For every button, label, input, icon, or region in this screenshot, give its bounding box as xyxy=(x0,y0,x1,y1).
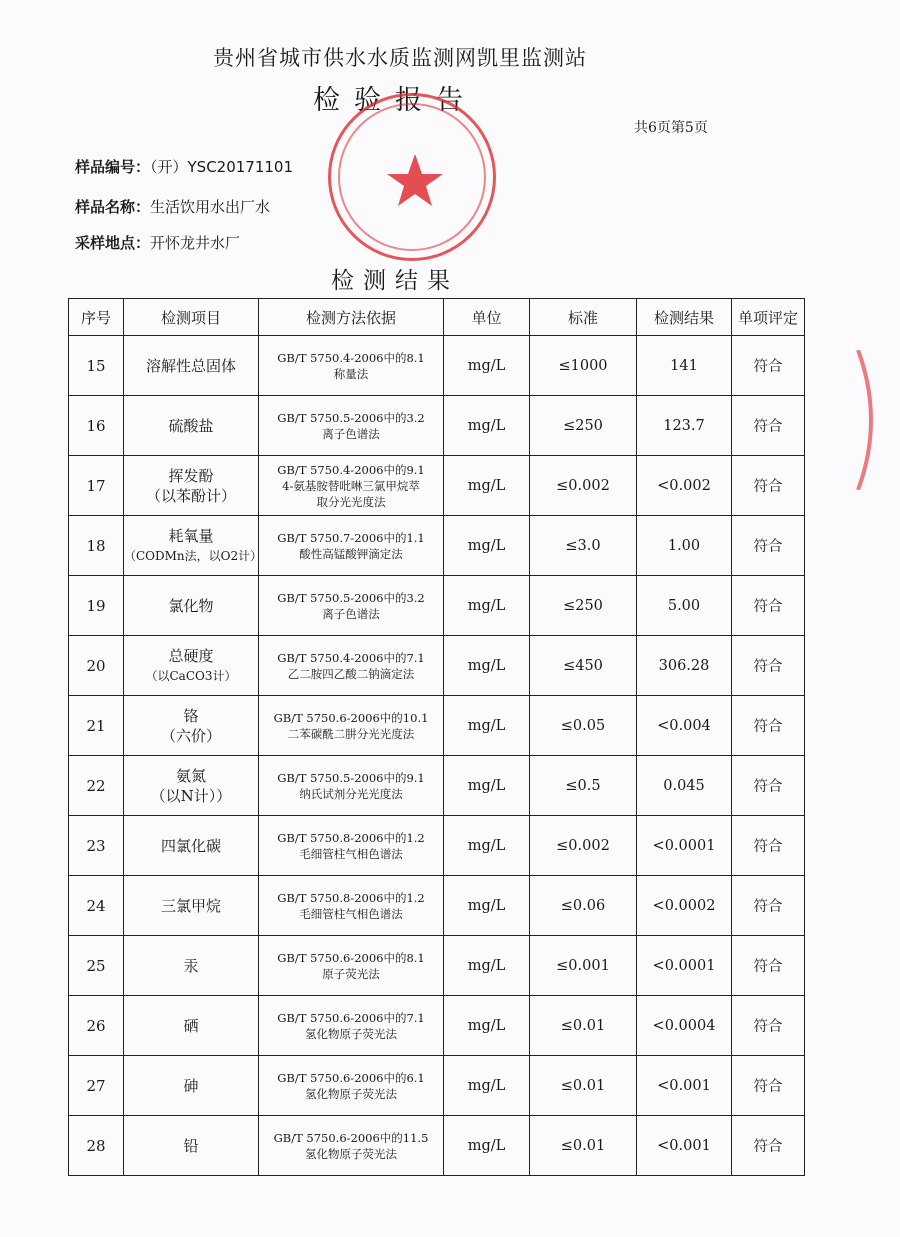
table-row xyxy=(69,816,805,876)
test-item-line: 氯化物 xyxy=(168,596,214,615)
test-method-line: 称量法 xyxy=(333,366,369,381)
standard-limit: ≤250 xyxy=(530,576,637,636)
judgement: 符合 xyxy=(732,1056,805,1116)
table-row xyxy=(69,936,805,996)
table-row xyxy=(69,876,805,936)
unit: mg/L xyxy=(444,696,530,756)
test-method-line: 乙二胺四乙酸二钠滴定法 xyxy=(287,666,415,681)
report-title: 检验报告 xyxy=(313,85,477,116)
organization-name: 贵州省城市供水水质监测网凯里监测站 xyxy=(213,46,587,70)
row-number: 28 xyxy=(69,1116,124,1176)
row-number: 27 xyxy=(69,1056,124,1116)
judgement: 符合 xyxy=(732,396,805,456)
test-item xyxy=(124,696,259,756)
test-method-line: 氢化物原子荧光法 xyxy=(305,1146,397,1161)
table-row xyxy=(69,576,805,636)
judgement: 符合 xyxy=(732,696,805,756)
header-judgement: 单项评定 xyxy=(732,299,805,336)
unit: mg/L xyxy=(444,1056,530,1116)
test-method-line: GB/T 5750.6-2006中的6.1 xyxy=(277,1070,425,1085)
test-method-line: 离子色谱法 xyxy=(322,606,380,621)
row-number: 23 xyxy=(69,816,124,876)
unit: mg/L xyxy=(444,456,530,516)
test-result: <0.0001 xyxy=(637,936,732,996)
test-result: <0.0001 xyxy=(637,816,732,876)
test-method-line: 氢化物原子荧光法 xyxy=(305,1086,397,1101)
table-row xyxy=(69,516,805,576)
test-method-line: GB/T 5750.6-2006中的11.5 xyxy=(273,1130,429,1145)
header-standard: 标准 xyxy=(530,299,637,336)
test-method-line: GB/T 5750.6-2006中的10.1 xyxy=(273,710,429,725)
edge-seal-fragment xyxy=(850,350,890,490)
judgement: 符合 xyxy=(732,756,805,816)
test-method-line: GB/T 5750.4-2006中的9.1 xyxy=(277,462,425,477)
test-method-line: GB/T 5750.6-2006中的8.1 xyxy=(277,950,425,965)
unit: mg/L xyxy=(444,996,530,1056)
unit: mg/L xyxy=(444,396,530,456)
unit: mg/L xyxy=(444,636,530,696)
table-row xyxy=(69,756,805,816)
judgement: 符合 xyxy=(732,876,805,936)
test-method-line: 毛细管柱气相色谱法 xyxy=(299,906,403,921)
test-item xyxy=(124,1056,259,1116)
row-number: 16 xyxy=(69,396,124,456)
test-item-line: （以苯酚计） xyxy=(145,486,236,505)
test-method-line: GB/T 5750.7-2006中的1.1 xyxy=(277,530,425,545)
test-method xyxy=(259,936,444,996)
header-item: 检测项目 xyxy=(124,299,259,336)
test-item xyxy=(124,336,259,396)
test-method-line: GB/T 5750.8-2006中的1.2 xyxy=(277,890,425,905)
standard-limit: ≤0.01 xyxy=(530,1116,637,1176)
test-result: 5.00 xyxy=(637,576,732,636)
sampling-location-label: 采样地点： xyxy=(75,234,151,252)
test-method-line: GB/T 5750.6-2006中的7.1 xyxy=(277,1010,425,1025)
test-item-line: 氨氮 xyxy=(175,766,206,785)
test-item xyxy=(124,876,259,936)
judgement: 符合 xyxy=(732,576,805,636)
standard-limit: ≤0.002 xyxy=(530,456,637,516)
test-item-line: （CODMn法，以O2计） xyxy=(124,548,263,563)
table-row xyxy=(69,396,805,456)
test-item xyxy=(124,636,259,696)
judgement: 符合 xyxy=(732,816,805,876)
test-item xyxy=(124,396,259,456)
test-method-line: 取分光光度法 xyxy=(316,494,386,509)
test-method xyxy=(259,516,444,576)
row-number: 20 xyxy=(69,636,124,696)
row-number: 15 xyxy=(69,336,124,396)
test-method-line: GB/T 5750.4-2006中的7.1 xyxy=(277,650,425,665)
test-method xyxy=(259,336,444,396)
row-number: 21 xyxy=(69,696,124,756)
test-result: 306.28 xyxy=(637,636,732,696)
test-method-line: 酸性高锰酸钾滴定法 xyxy=(299,546,403,561)
test-method xyxy=(259,996,444,1056)
test-method xyxy=(259,576,444,636)
row-number: 19 xyxy=(69,576,124,636)
sample-name-value: 生活饮用水出厂水 xyxy=(150,198,271,216)
table-row xyxy=(69,996,805,1056)
test-item-line: 挥发酚 xyxy=(168,466,214,485)
table-row xyxy=(69,456,805,516)
table-row xyxy=(69,696,805,756)
test-result: 1.00 xyxy=(637,516,732,576)
unit: mg/L xyxy=(444,1116,530,1176)
table-row xyxy=(69,1056,805,1116)
table-row xyxy=(69,636,805,696)
test-item-line: 三氯甲烷 xyxy=(160,896,221,915)
test-result: <0.001 xyxy=(637,1116,732,1176)
test-item-line: （以CaCO3计） xyxy=(145,668,237,683)
test-method xyxy=(259,876,444,936)
header-result: 检测结果 xyxy=(637,299,732,336)
judgement: 符合 xyxy=(732,636,805,696)
test-item-line: 铬 xyxy=(183,706,199,725)
standard-limit: ≤3.0 xyxy=(530,516,637,576)
test-item xyxy=(124,516,263,576)
test-method-line: GB/T 5750.5-2006中的3.2 xyxy=(277,590,425,605)
test-item xyxy=(124,816,259,876)
sample-name-label: 样品名称： xyxy=(75,198,151,216)
test-method xyxy=(259,816,444,876)
sample-number-label: 样品编号： xyxy=(75,158,151,176)
page-info: 共6页第5页 xyxy=(634,120,708,136)
standard-limit: ≤0.01 xyxy=(530,996,637,1056)
standard-limit: ≤0.001 xyxy=(530,936,637,996)
unit: mg/L xyxy=(444,756,530,816)
test-item xyxy=(124,756,259,816)
standard-limit: ≤450 xyxy=(530,636,637,696)
row-number: 18 xyxy=(69,516,124,576)
test-result: <0.001 xyxy=(637,1056,732,1116)
unit: mg/L xyxy=(444,516,530,576)
unit: mg/L xyxy=(444,876,530,936)
test-result: 141 xyxy=(637,336,732,396)
standard-limit: ≤0.06 xyxy=(530,876,637,936)
standard-limit: ≤0.002 xyxy=(530,816,637,876)
sample-number-value: （开）YSC20171101 xyxy=(150,158,294,176)
judgement: 符合 xyxy=(732,336,805,396)
row-number: 26 xyxy=(69,996,124,1056)
test-method xyxy=(259,1116,444,1176)
test-item-line: 溶解性总固体 xyxy=(145,356,236,375)
test-item-line: 铅 xyxy=(183,1136,199,1155)
test-item-line: 汞 xyxy=(183,956,199,975)
table-row xyxy=(69,1116,805,1176)
test-method-line: 4-氨基胺替吡啉三氯甲烷萃 xyxy=(282,478,420,493)
sampling-location-value: 开怀龙井水厂 xyxy=(150,234,241,252)
test-item-line: 耗氧量 xyxy=(168,526,214,545)
test-result: 123.7 xyxy=(637,396,732,456)
test-method-line: GB/T 5750.4-2006中的8.1 xyxy=(277,350,425,365)
judgement: 符合 xyxy=(732,936,805,996)
header-unit: 单位 xyxy=(444,299,530,336)
row-number: 17 xyxy=(69,456,124,516)
test-method-line: 离子色谱法 xyxy=(322,426,380,441)
table-row xyxy=(69,336,805,396)
unit: mg/L xyxy=(444,936,530,996)
standard-limit: ≤0.01 xyxy=(530,1056,637,1116)
judgement: 符合 xyxy=(732,516,805,576)
sampling-location xyxy=(75,232,240,253)
judgement: 符合 xyxy=(732,1116,805,1176)
test-result: <0.0004 xyxy=(637,996,732,1056)
row-number: 24 xyxy=(69,876,124,936)
header-seq: 序号 xyxy=(69,299,124,336)
test-result: <0.004 xyxy=(637,696,732,756)
test-method-line: GB/T 5750.8-2006中的1.2 xyxy=(277,830,425,845)
official-seal xyxy=(328,93,496,261)
test-item-line: 砷 xyxy=(183,1076,199,1095)
test-method xyxy=(259,756,444,816)
test-method-line: GB/T 5750.5-2006中的3.2 xyxy=(277,410,425,425)
test-method-line: 纳氏试剂分光光度法 xyxy=(299,786,403,801)
header-method: 检测方法依据 xyxy=(259,299,444,336)
test-method-line: 氢化物原子荧光法 xyxy=(305,1026,397,1041)
standard-limit: ≤0.05 xyxy=(530,696,637,756)
test-item-line: 四氯化碳 xyxy=(160,836,221,855)
unit: mg/L xyxy=(444,336,530,396)
table-header-row xyxy=(69,299,805,336)
test-result: <0.002 xyxy=(637,456,732,516)
judgement: 符合 xyxy=(732,456,805,516)
test-item xyxy=(124,996,259,1056)
test-method-line: 原子荧光法 xyxy=(322,966,380,981)
test-method xyxy=(259,1056,444,1116)
unit: mg/L xyxy=(444,816,530,876)
test-method xyxy=(259,396,444,456)
test-method-line: 毛细管柱气相色谱法 xyxy=(299,846,403,861)
sample-name xyxy=(75,196,270,217)
test-method xyxy=(259,636,444,696)
seal-star-icon xyxy=(331,96,499,264)
row-number: 25 xyxy=(69,936,124,996)
test-method-line: GB/T 5750.5-2006中的9.1 xyxy=(277,770,425,785)
test-item-line: 硫酸盐 xyxy=(168,416,214,435)
test-result: <0.0002 xyxy=(637,876,732,936)
sample-number xyxy=(75,156,293,177)
standard-limit: ≤1000 xyxy=(530,336,637,396)
section-title: 检测结果 xyxy=(331,268,459,294)
row-number: 22 xyxy=(69,756,124,816)
test-item xyxy=(124,1116,259,1176)
test-item-line: 硒 xyxy=(183,1016,199,1035)
standard-limit: ≤250 xyxy=(530,396,637,456)
test-item xyxy=(124,456,259,516)
test-method xyxy=(259,696,444,756)
test-item-line: （以N计）） xyxy=(150,786,232,805)
test-item-line: （六价） xyxy=(160,726,221,745)
test-item xyxy=(124,936,259,996)
judgement: 符合 xyxy=(732,996,805,1056)
test-method-line: 二苯碳酰二肼分光光度法 xyxy=(287,726,415,741)
unit: mg/L xyxy=(444,576,530,636)
test-item xyxy=(124,576,259,636)
results-table xyxy=(68,298,805,1176)
standard-limit: ≤0.5 xyxy=(530,756,637,816)
test-item-line: 总硬度 xyxy=(168,646,214,665)
test-method xyxy=(259,456,444,516)
test-result: 0.045 xyxy=(637,756,732,816)
